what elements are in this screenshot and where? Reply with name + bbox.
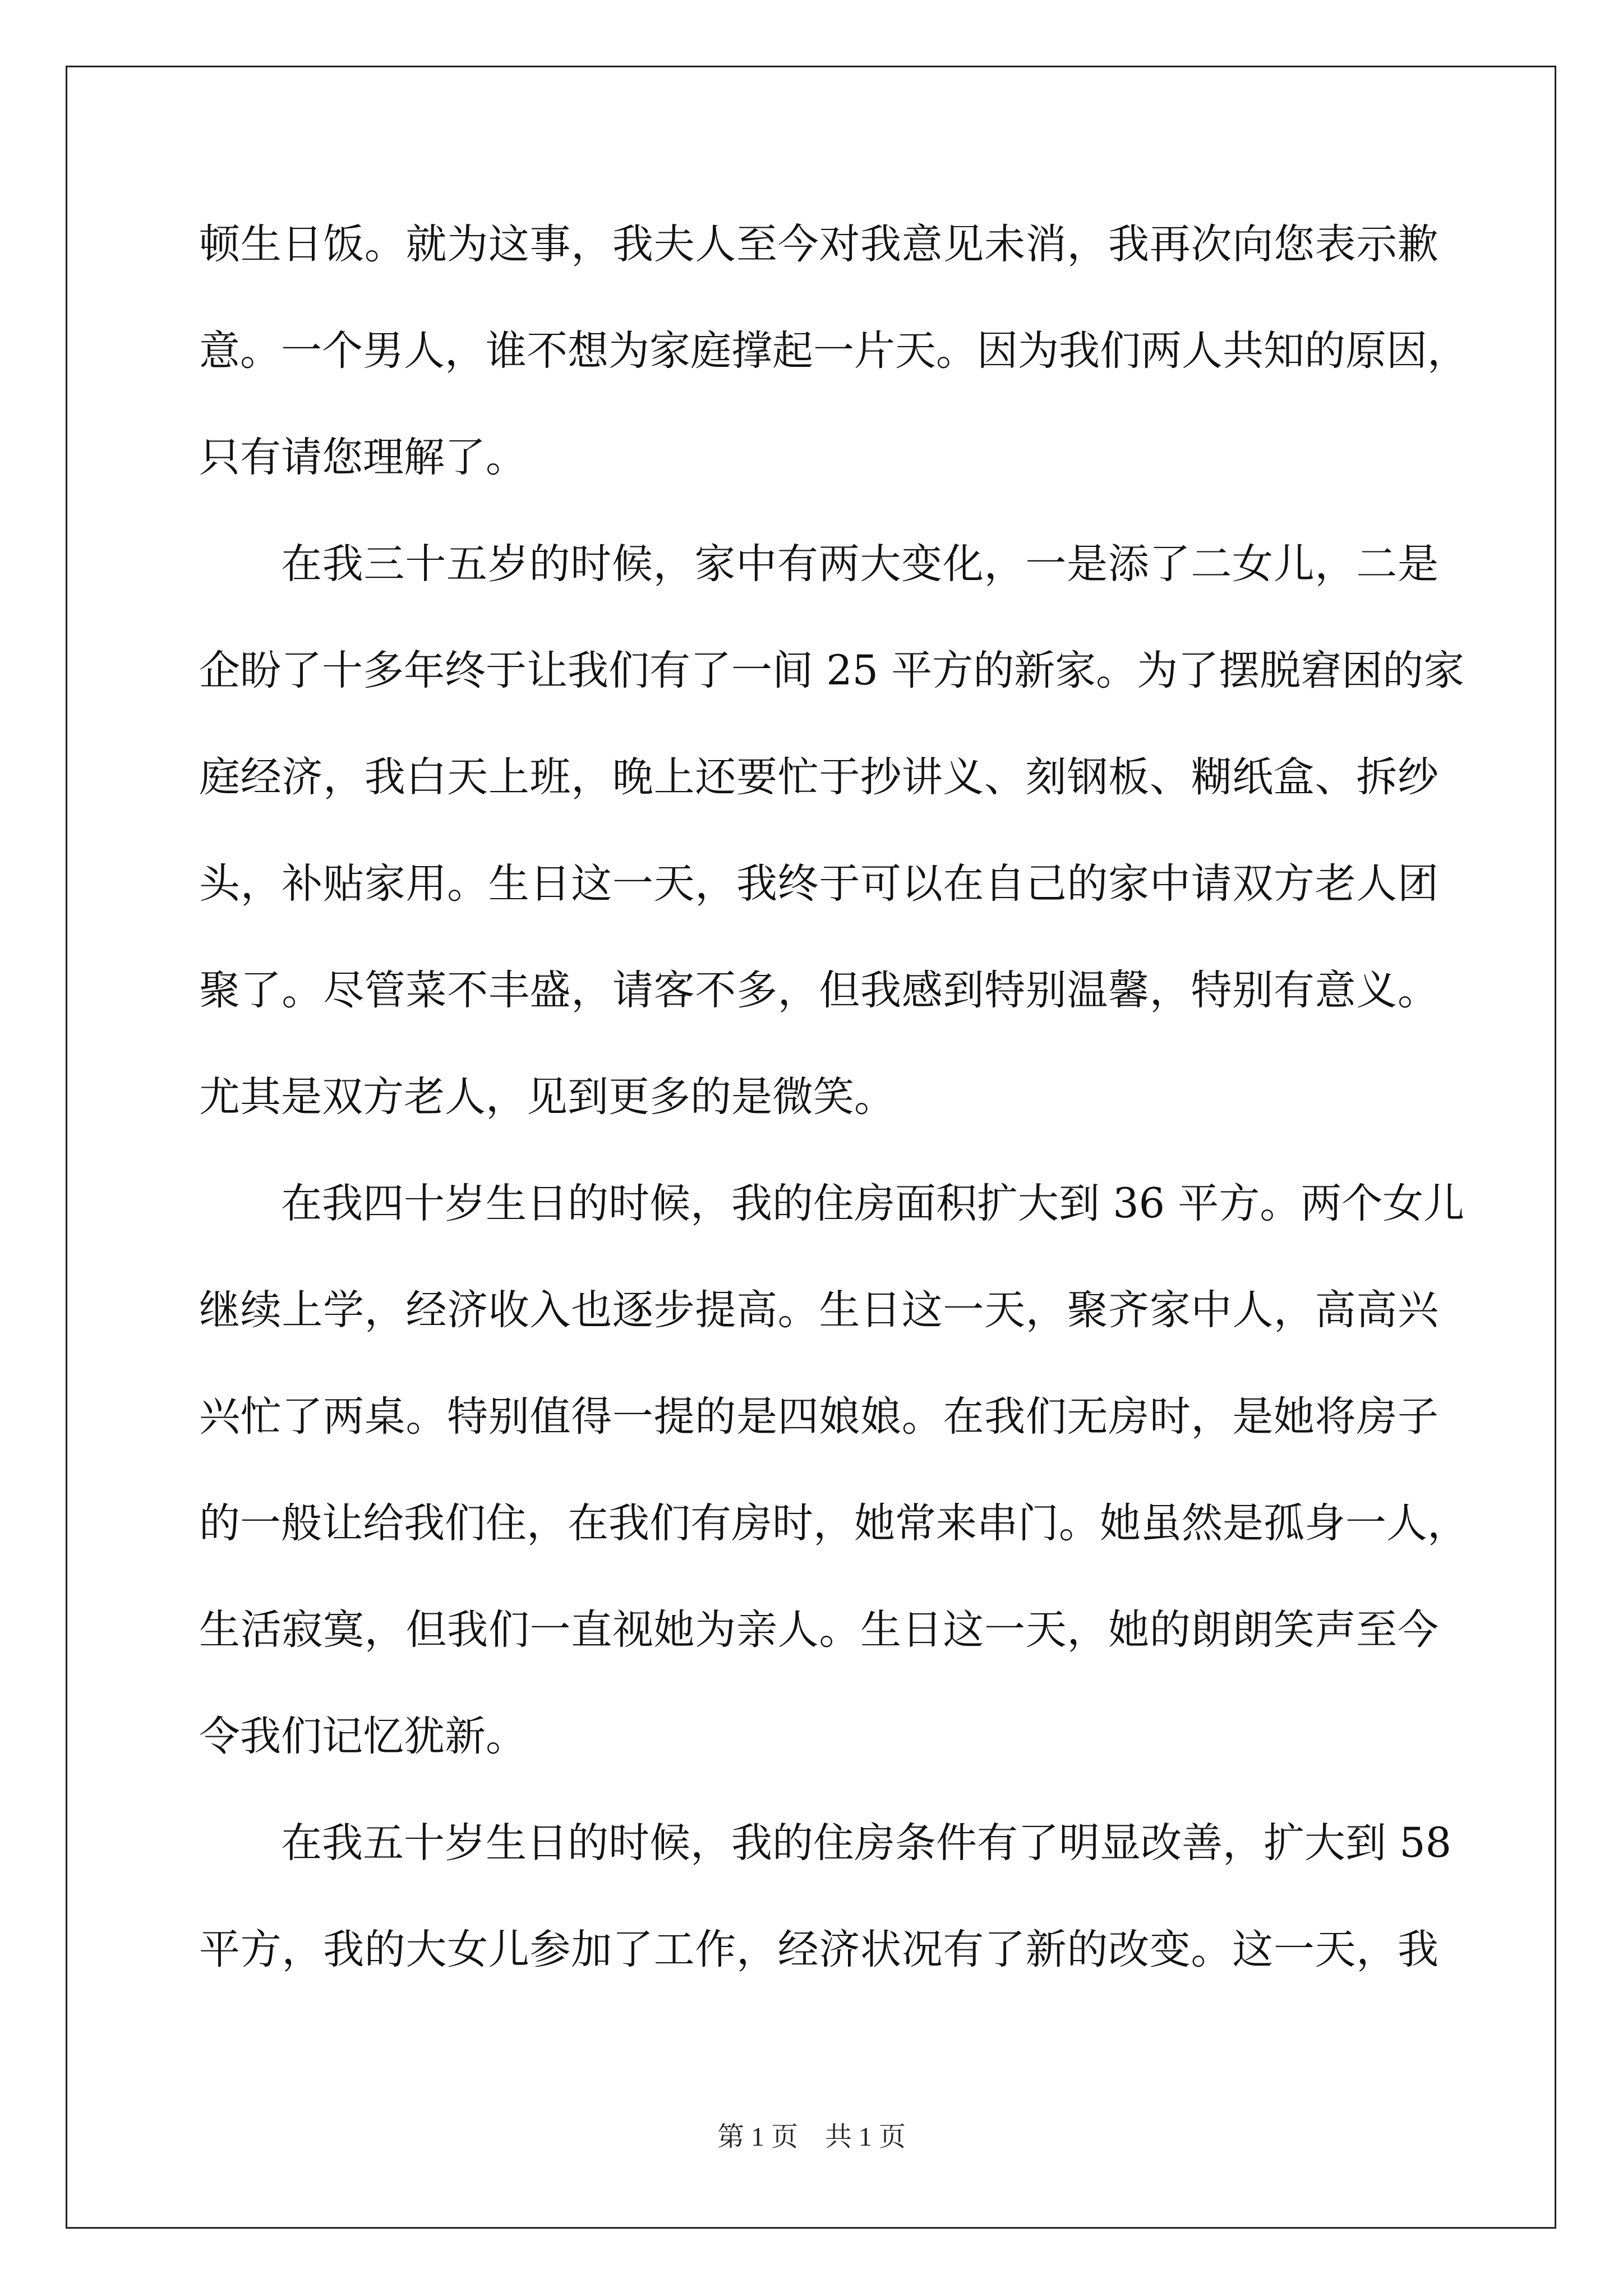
text-line: 企盼了十多年终于让我们有了一间 25 平方的新家。为了摆脱窘困的家 xyxy=(199,647,1465,694)
text-line: 意。一个男人，谁不想为家庭撑起一片天。因为我们两人共知的原因， xyxy=(199,327,1468,375)
text-line: 头，补贴家用。生日这一天，我终于可以在自己的家中请双方老人团 xyxy=(199,860,1438,908)
text-line: 在我四十岁生日的时候，我的住房面积扩大到 36 平方。两个女儿 xyxy=(281,1180,1465,1227)
text-line: 顿生日饭。就为这事，我夫人至今对我意见未消，我再次向您表示歉 xyxy=(199,220,1438,268)
document-body xyxy=(199,213,1468,2025)
text-line: 在我三十五岁的时候，家中有两大变化，一是添了二女儿，二是 xyxy=(281,540,1438,588)
text-line: 生活寂寞，但我们一直视她为亲人。生日这一天，她的朗朗笑声至今 xyxy=(199,1606,1438,1654)
text-line: 在我五十岁生日的时候，我的住房条件有了明显改善，扩大到 58 xyxy=(281,1819,1452,1867)
text-line: 平方，我的大女儿参加了工作，经济状况有了新的改变。这一天，我 xyxy=(199,1926,1438,1973)
page-footer: 第 1 页 共 1 页 xyxy=(717,2122,906,2152)
text-line: 的一般让给我们住，在我们有房时，她常来串门。她虽然是孤身一人， xyxy=(199,1499,1468,1547)
text-line: 只有请您理解了。 xyxy=(199,434,527,481)
text-line: 尤其是双方老人，见到更多的是微笑。 xyxy=(199,1073,895,1121)
text-line: 聚了。尽管菜不丰盛，请客不多，但我感到特别温馨，特别有意义。 xyxy=(199,967,1438,1014)
text-line: 庭经济，我白天上班，晚上还要忙于抄讲义、刻钢板、糊纸盒、拆纱 xyxy=(199,753,1438,801)
text-line: 兴忙了两桌。特别值得一提的是四娘娘。在我们无房时，是她将房子 xyxy=(199,1393,1438,1441)
text-line: 令我们记忆犹新。 xyxy=(199,1713,527,1760)
text-line: 继续上学，经济收入也逐步提高。生日这一天，聚齐家中人，高高兴 xyxy=(199,1286,1438,1334)
